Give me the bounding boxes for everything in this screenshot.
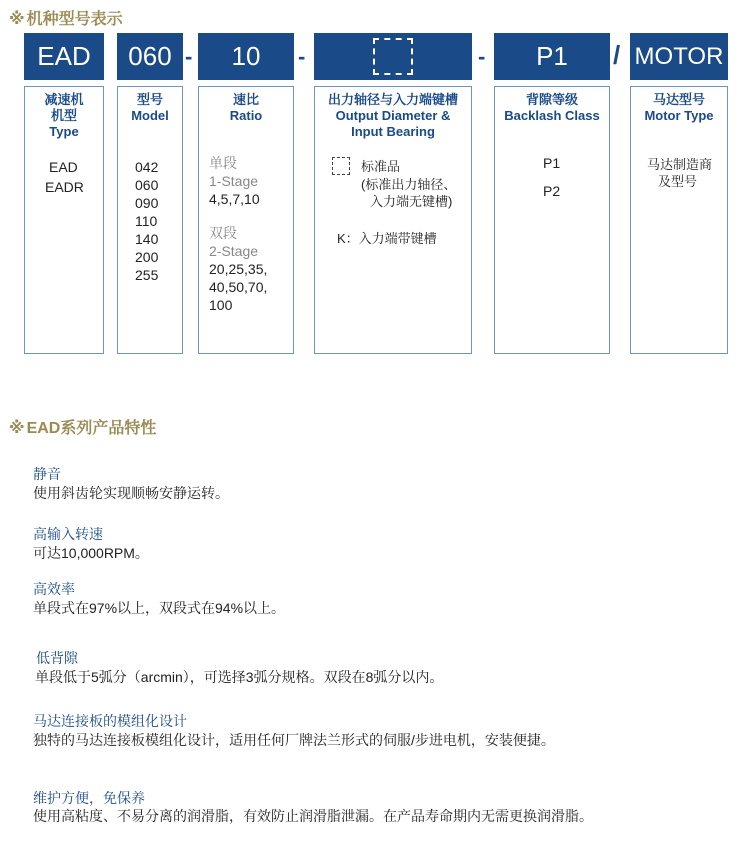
column-ratio-header-en: Ratio (229, 108, 263, 123)
k-option-label: K：入力端带键槽 (337, 231, 437, 246)
ratio-double-stage-cn: 双段 (209, 225, 237, 241)
model-value: 090 (135, 195, 159, 211)
feature-title: 维护方便，免保养 (33, 790, 145, 806)
section-title-features (9, 415, 156, 438)
column-output-header (315, 92, 471, 140)
standard-option-label: 标准品 (361, 159, 401, 174)
ratio-double-stage-values: 40,50,70, (209, 279, 268, 295)
model-value: 110 (135, 213, 158, 229)
standard-option-dashed-box (332, 157, 350, 175)
model-value: 042 (135, 159, 159, 175)
section-title-text: EAD系列产品特性 (26, 420, 157, 437)
column-backlash-header-en: Backlash Class (504, 108, 600, 123)
column-output-header-en-1: Output Diameter & (335, 108, 451, 123)
feature-description: 使用高粘度、不易分离的润滑脂，有效防止润滑脂泄漏。在产品寿命期内无需更换润滑脂。 (33, 808, 593, 824)
ratio-double-stage-en: 2-Stage (209, 243, 259, 259)
code-separator-dash: - (185, 44, 193, 69)
column-motor-header-cn: 马达型号 (652, 92, 705, 107)
column-motor-header-en: Motor Type (644, 108, 714, 123)
ratio-double-stage-values: 20,25,35, (209, 261, 268, 277)
code-motor-box: MOTOR (630, 33, 728, 80)
code-ratio-box: 10 (198, 33, 294, 80)
column-backlash-header (495, 92, 609, 124)
model-value: 140 (135, 231, 159, 247)
feature-description: 独特的马达连接板模组化设计，适用任何厂牌法兰形式的伺服/步进电机，安装便捷。 (33, 732, 555, 748)
motor-description: 及型号 (658, 174, 698, 189)
feature-title: 静音 (33, 466, 61, 482)
ratio-single-stage-values: 4,5,7,10 (209, 191, 260, 207)
section-title-model-code (9, 6, 123, 29)
feature-description: 使用斜齿轮实现顺畅安静运转。 (33, 485, 229, 501)
section-title-text: 机种型号表示 (26, 11, 123, 28)
column-output-header-en-2: Input Bearing (351, 124, 435, 139)
standard-option-note: (标准出力轴径、 (361, 177, 457, 192)
reference-mark: ※ (9, 420, 25, 437)
model-value: 200 (135, 249, 159, 265)
feature-description: 单段式在97%以上，双段式在94%以上。 (33, 600, 286, 616)
code-separator-slash: / (613, 40, 621, 70)
model-value: 060 (135, 177, 159, 193)
backlash-value: P1 (543, 155, 561, 171)
feature-description: 单段低于5弧分（arcmin），可选择3弧分规格。双段在8弧分以内。 (35, 669, 444, 685)
model-value: 255 (135, 267, 159, 283)
column-model-header-en: Model (131, 108, 169, 123)
column-type-header-cn-2: 机型 (50, 108, 77, 123)
code-separator-dash: - (298, 44, 306, 69)
column-backlash-header-cn: 背隙等级 (525, 92, 578, 107)
code-backlash-box: P1 (494, 33, 610, 80)
code-separator-dash: - (478, 44, 486, 69)
feature-description: 可达10,000RPM。 (33, 545, 149, 561)
type-value: EADR (45, 179, 84, 195)
column-model-header-cn: 型号 (136, 92, 163, 107)
column-type-header (25, 92, 103, 140)
column-output-header-cn: 出力轴径与入力端键槽 (327, 92, 458, 107)
column-ratio-header-cn: 速比 (232, 92, 259, 107)
column-motor (630, 86, 728, 354)
standard-option-note: 入力端无键槽) (370, 194, 453, 209)
code-placeholder-dashed-box (373, 38, 413, 75)
column-type-header-en: Type (49, 124, 79, 139)
column-ratio-header (199, 92, 293, 124)
column-ratio (198, 86, 294, 354)
feature-title: 马达连接板的模组化设计 (33, 713, 187, 729)
code-model-box: 060 (117, 33, 183, 80)
code-type-box: EAD (24, 33, 104, 80)
ratio-double-stage-values: 100 (209, 297, 233, 313)
motor-description: 马达制造商 (647, 157, 713, 172)
column-model (117, 86, 183, 354)
type-value: EAD (49, 159, 78, 175)
column-type-header-cn-1: 减速机 (44, 92, 84, 107)
feature-title: 高效率 (33, 581, 75, 597)
column-model-header (118, 92, 182, 124)
ratio-single-stage-en: 1-Stage (209, 173, 259, 189)
backlash-value: P2 (543, 183, 561, 199)
feature-title: 高输入转速 (33, 526, 103, 542)
column-output-input (314, 86, 472, 354)
column-motor-header (631, 92, 727, 124)
column-backlash (494, 86, 610, 354)
feature-title: 低背隙 (36, 650, 78, 666)
reference-mark: ※ (9, 11, 25, 28)
column-type (24, 86, 104, 354)
ratio-single-stage-cn: 单段 (209, 155, 237, 171)
